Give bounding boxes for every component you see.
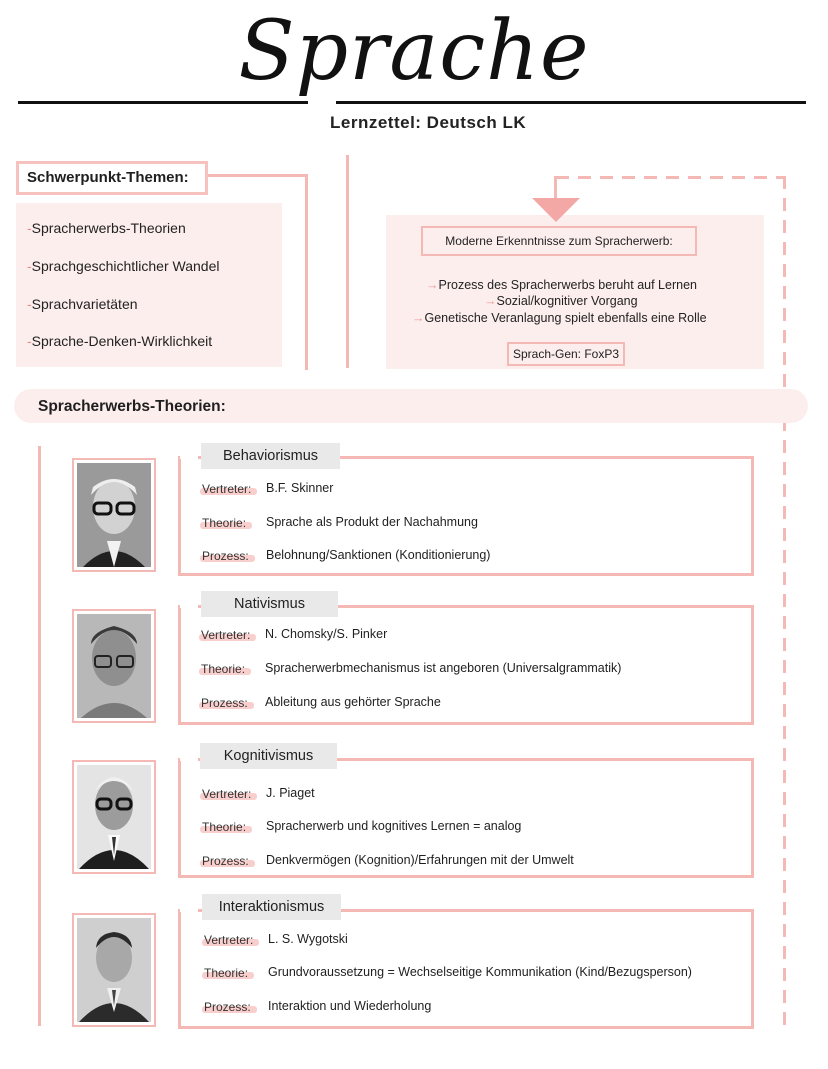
card-cut <box>180 605 198 608</box>
process-value: Denkvermögen (Kognition)/Erfahrungen mit der Umwelt <box>266 853 574 867</box>
label-representative: Vertreter: <box>204 933 254 947</box>
insight-text: Prozess des Spracherwerbs beruht auf Lernen <box>438 278 697 292</box>
connector-dashed-top <box>556 176 786 179</box>
connector-dashed-right <box>783 176 786 1026</box>
process-value: Ableitung aus gehörter Sprache <box>265 695 441 709</box>
insights-heading: Moderne Erkenntnisse zum Spracherwerb: <box>421 226 697 256</box>
topic-deco-line-h <box>208 174 308 177</box>
portrait-frame <box>72 458 156 572</box>
subtitle: Lernzettel: Deutsch LK <box>330 113 527 132</box>
label-theory: Theorie: <box>202 820 247 834</box>
topic-item <box>27 258 219 274</box>
theory-tab: Kognitivismus <box>200 743 337 769</box>
page-title: Sprache <box>238 4 590 99</box>
portrait-frame <box>72 609 156 723</box>
portrait-frame <box>72 913 156 1027</box>
topic-label: Spracherwerbs-Theorien <box>31 220 186 236</box>
label-process: Prozess: <box>202 549 249 563</box>
arrow-down-icon <box>532 198 580 222</box>
topic-item <box>27 333 212 349</box>
dash-marker: - <box>27 296 32 312</box>
dash-marker: - <box>27 258 32 274</box>
insight-line <box>484 294 638 308</box>
title-rule-left <box>18 101 308 104</box>
label-process: Prozess: <box>204 1000 251 1014</box>
topic-label: Sprache-Denken-Wirklichkeit <box>31 333 213 349</box>
process-value: Belohnung/Sanktionen (Konditionierung) <box>266 548 491 562</box>
arrow-right-icon: → <box>412 311 425 325</box>
card-cut <box>180 909 198 912</box>
card-cut <box>180 456 198 459</box>
representative-value: J. Piaget <box>266 786 315 800</box>
gene-box: Sprach-Gen: FoxP3 <box>507 342 625 366</box>
label-process: Prozess: <box>201 696 248 710</box>
section-title: Spracherwerbs-Theorien: <box>38 398 226 415</box>
arrow-right-icon: → <box>426 278 439 292</box>
representative-value: B.F. Skinner <box>266 481 334 495</box>
theory-value: Spracherwerbmechanismus ist angeboren (Universalgrammatik) <box>265 661 622 675</box>
portrait-frame <box>72 760 156 874</box>
center-divider <box>346 155 349 368</box>
dash-marker: - <box>27 220 32 236</box>
topic-item <box>27 220 186 236</box>
portrait-piaget <box>77 765 151 869</box>
insight-line <box>426 278 697 292</box>
topic-label: Sprachgeschichtlicher Wandel <box>31 258 220 274</box>
card-cut <box>180 758 198 761</box>
connector-stem <box>554 176 557 200</box>
arrow-right-icon: → <box>484 294 497 308</box>
insight-text: Genetische Veranlagung spielt ebenfalls eine Rolle <box>424 311 707 325</box>
label-representative: Vertreter: <box>202 482 252 496</box>
title-rule-right <box>336 101 806 104</box>
topics-heading: Schwerpunkt-Themen: <box>16 161 208 195</box>
process-value: Interaktion und Wiederholung <box>268 999 432 1013</box>
insight-text: Sozial/kognitiver Vorgang <box>496 294 638 308</box>
theory-value: Sprache als Produkt der Nachahmung <box>266 515 478 529</box>
representative-value: N. Chomsky/S. Pinker <box>265 627 388 641</box>
label-theory: Theorie: <box>202 516 247 530</box>
topic-label: Sprachvarietäten <box>31 296 138 312</box>
theory-tab: Behaviorismus <box>201 443 340 469</box>
theory-tab: Interaktionismus <box>202 894 341 920</box>
theory-value: Spracherwerb und kognitives Lernen = analog <box>266 819 522 833</box>
theory-tab: Nativismus <box>201 591 338 617</box>
label-representative: Vertreter: <box>202 787 252 801</box>
left-timeline <box>38 446 41 1026</box>
topic-item <box>27 296 138 312</box>
portrait-chomsky <box>77 614 151 718</box>
portrait-wygotski <box>77 918 151 1022</box>
representative-value: L. S. Wygotski <box>268 932 348 946</box>
dash-marker: - <box>27 333 32 349</box>
label-representative: Vertreter: <box>201 628 251 642</box>
theory-value: Grundvoraussetzung = Wechselseitige Kommunikation (Kind/Bezugsperson) <box>268 965 692 979</box>
label-theory: Theorie: <box>201 662 246 676</box>
portrait-skinner <box>77 463 151 567</box>
topic-deco-line-v <box>305 174 308 370</box>
label-process: Prozess: <box>202 854 249 868</box>
insight-line <box>412 311 707 325</box>
label-theory: Theorie: <box>204 966 249 980</box>
